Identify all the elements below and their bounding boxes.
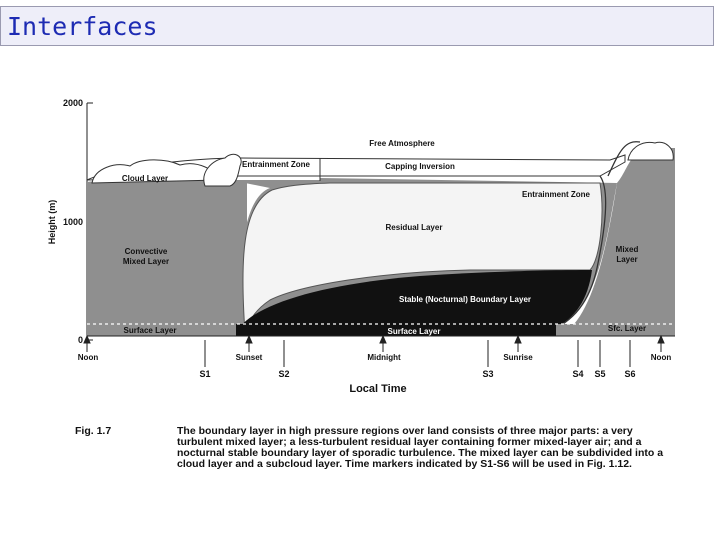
cloud-shape-3	[628, 142, 673, 160]
caption-line-3: nocturnal stable boundary layer of sporadic turbulence. The mixed layer can be subdivided into a	[177, 447, 664, 459]
label-capping-inversion: Capping Inversion	[385, 162, 455, 171]
station-s2: S2	[278, 369, 290, 379]
label-surface-layer-left: Surface Layer	[123, 326, 177, 335]
label-mixed-right: Mixed	[615, 245, 639, 254]
label-convective: Convective	[124, 247, 168, 256]
label-residual-layer: Residual Layer	[385, 223, 443, 232]
label-free-atmosphere: Free Atmosphere	[369, 139, 435, 148]
label-layer-right: Layer	[616, 255, 638, 264]
caption-line-2: turbulent mixed layer; a less-turbulent residual layer containing former mixed-layer air; and a	[177, 436, 642, 448]
label-entrainment-zone-right: Entrainment Zone	[521, 190, 591, 199]
label-surface-layer-mid: Surface Layer	[387, 327, 441, 336]
station-s1: S1	[199, 369, 211, 379]
label-surface-layer-right: Sfc. Layer	[607, 324, 647, 333]
y-tick-label-0: 0	[77, 335, 83, 345]
caption-line-1: The boundary layer in high pressure regions over land consists of three major parts: a very	[177, 425, 633, 437]
label-stable-boundary-layer: Stable (Nocturnal) Boundary Layer	[398, 295, 532, 304]
label-mixed-layer: Mixed Layer	[122, 257, 170, 266]
station-s6: S6	[624, 369, 636, 379]
x-tick-sunrise: Sunrise	[503, 353, 533, 362]
label-entrainment-zone-top: Entrainment Zone	[241, 160, 311, 169]
y-tick-label-2000: 2000	[62, 98, 83, 108]
caption-line-4: cloud layer and a subcloud layer. Time markers indicated by S1-S6 will be used in Fig. 1.12.	[177, 458, 632, 470]
label-cloud-layer: Cloud Layer	[121, 174, 169, 183]
y-tick-label-1000: 1000	[62, 217, 83, 227]
slide-title: Interfaces	[7, 12, 158, 41]
x-tick-sunset: Sunset	[235, 353, 263, 362]
x-tick-midnight: Midnight	[367, 353, 401, 362]
x-tick-noon-2: Noon	[650, 353, 672, 362]
station-s4: S4	[572, 369, 584, 379]
y-axis-label: Height (m)	[47, 199, 57, 245]
x-axis-label: Local Time	[349, 383, 407, 395]
station-s3: S3	[482, 369, 494, 379]
time-axis-markers	[84, 336, 664, 367]
caption-label: Fig. 1.7	[75, 425, 112, 437]
x-tick-noon-1: Noon	[77, 353, 99, 362]
station-s5: S5	[594, 369, 606, 379]
